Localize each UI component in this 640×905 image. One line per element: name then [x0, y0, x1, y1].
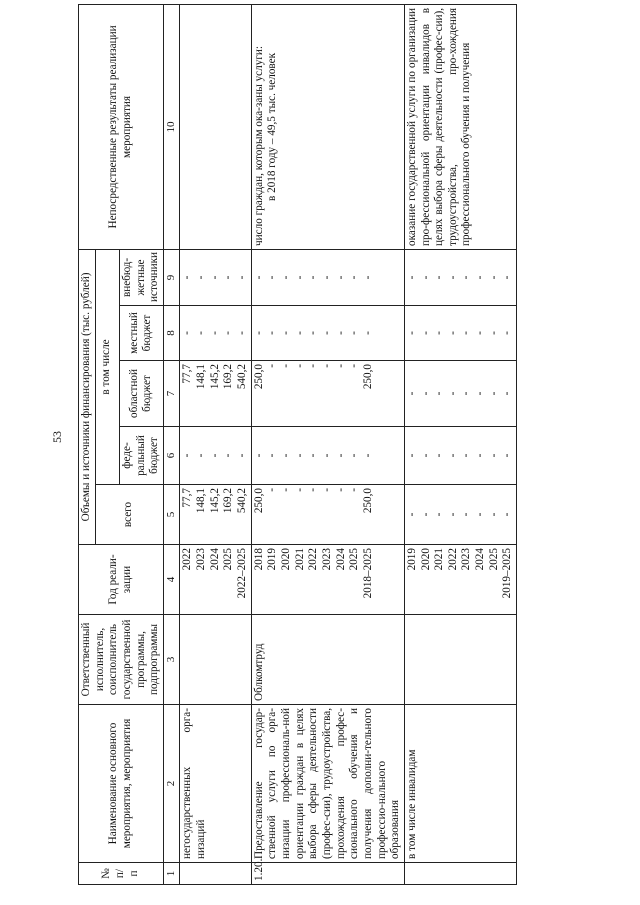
value: - — [487, 453, 500, 458]
value: - — [433, 391, 446, 396]
value: - — [446, 512, 459, 517]
regional-cell — [180, 361, 251, 427]
row-num — [180, 863, 251, 885]
value: - — [361, 275, 374, 280]
value: - — [405, 512, 418, 517]
value: - — [222, 331, 235, 335]
header-year: Год реали-зации — [79, 545, 164, 615]
value: - — [419, 512, 432, 517]
extra-cell — [180, 249, 251, 305]
header-local: местный бюджет — [119, 306, 163, 361]
value: 169,2 — [222, 488, 235, 514]
value: - — [266, 275, 279, 280]
value: - — [405, 275, 418, 280]
value: - — [279, 331, 292, 335]
value: - — [293, 488, 306, 492]
header-in-that: в том числе — [95, 249, 119, 484]
value: - — [348, 453, 361, 458]
value: - — [208, 275, 221, 280]
value: - — [419, 331, 432, 335]
year: 2023 — [195, 548, 207, 571]
value: - — [460, 275, 473, 280]
value: - — [266, 453, 279, 458]
value: - — [446, 275, 459, 280]
years-cell — [404, 545, 516, 615]
value: - — [279, 275, 292, 280]
total-cell — [251, 485, 404, 545]
header-row-1 — [79, 4, 96, 884]
value: - — [266, 331, 279, 335]
year: 2019–2025 — [501, 548, 514, 599]
header-extra: внебюд-жетные источники — [119, 249, 163, 305]
value: - — [293, 331, 306, 335]
year: 2020 — [279, 548, 292, 571]
value: - — [293, 275, 306, 280]
value: - — [405, 453, 418, 458]
value: 540,2 — [235, 488, 248, 514]
value: 145,2 — [208, 364, 221, 390]
value: 540,2 — [235, 364, 248, 390]
value: - — [474, 391, 487, 396]
year: 2021 — [433, 548, 446, 571]
value: - — [235, 275, 248, 280]
federal-cell — [404, 427, 516, 485]
year: 2022–2025 — [235, 548, 248, 599]
table-row-block3 — [404, 4, 516, 884]
federal-cell — [180, 427, 251, 485]
results-cell — [180, 4, 251, 249]
local-cell — [180, 306, 251, 361]
year: 2025 — [222, 548, 235, 571]
value: 250,0 — [252, 364, 265, 390]
years-cell — [180, 545, 251, 615]
value: - — [501, 453, 514, 458]
table-row-block2 — [251, 4, 404, 884]
col-number: 10 — [163, 4, 179, 249]
result-text-2: в 2018 году – 49,5 тыс. человек — [266, 52, 279, 201]
col-number: 8 — [163, 306, 179, 361]
value: - — [307, 331, 320, 335]
value: - — [195, 331, 207, 335]
total-cell — [404, 485, 516, 545]
value: - — [501, 275, 514, 280]
column-numbers-row — [163, 4, 179, 884]
header-finance-group: Объемы и источники финансирования (тыс. рублей) — [79, 249, 96, 544]
value: 250,0 — [361, 488, 374, 514]
value: - — [474, 275, 487, 280]
value: - — [307, 275, 320, 280]
page-number: 53 — [50, 431, 64, 443]
value: - — [252, 453, 265, 458]
year: 2022 — [181, 548, 194, 571]
value: - — [405, 391, 418, 396]
header-federal: феде-ральный бюджет — [119, 427, 163, 485]
value: - — [334, 331, 347, 335]
year: 2018–2025 — [361, 548, 374, 599]
measure-name: Предоставление государ-ственной услуги по орга-низации профессиональ-ной ориентации граждан в целях выбора сферы деятельности (профес-сии), трудоустройства, прохождения профес-сионального обучения и получения дополни-тельного профессио-нального образования — [251, 705, 404, 863]
row-num — [404, 863, 516, 885]
value: - — [279, 364, 292, 368]
federal-cell — [251, 427, 404, 485]
value: - — [419, 453, 432, 458]
value: - — [293, 364, 306, 368]
program-table — [78, 4, 517, 885]
value: - — [222, 275, 235, 280]
header-executor: Ответственный исполнитель, соисполнитель государственной программы, подпрограммы — [79, 615, 164, 705]
header-total: всего — [95, 485, 163, 545]
value: - — [279, 488, 292, 492]
value: - — [252, 331, 265, 335]
value: - — [252, 275, 265, 280]
header-regional: областной бюджет — [119, 361, 163, 427]
results-cell: оказание государственной услуги по организации про-фессиональной ориентации инвалидов в целях выбора сферы деятельности (профес-сии), трудоустройства, про-хождения профессионального обучения и получения — [404, 4, 516, 249]
value: - — [320, 331, 333, 335]
regional-cell — [251, 361, 404, 427]
year: 2019 — [266, 548, 279, 571]
year: 2025 — [348, 548, 361, 571]
value: 148,1 — [195, 364, 207, 390]
col-number: 5 — [163, 485, 179, 545]
regional-cell — [404, 361, 516, 427]
local-cell — [404, 306, 516, 361]
year: 2022 — [446, 548, 459, 571]
value: - — [293, 453, 306, 458]
value: - — [460, 331, 473, 335]
results-cell — [251, 4, 404, 249]
executor — [180, 615, 251, 705]
value: - — [334, 364, 347, 368]
value: - — [235, 453, 248, 458]
value: - — [208, 453, 221, 458]
value: 169,2 — [222, 364, 235, 390]
value: - — [181, 331, 194, 335]
year: 2023 — [320, 548, 333, 571]
value: - — [446, 331, 459, 335]
value: - — [361, 453, 374, 458]
year: 2024 — [208, 548, 221, 571]
value: - — [348, 275, 361, 280]
year: 2019 — [405, 548, 418, 571]
header-name: Наименование основного мероприятия, мероприятия — [79, 705, 164, 863]
value: - — [348, 488, 361, 492]
year: 2023 — [460, 548, 473, 571]
value: - — [266, 364, 279, 368]
value: - — [266, 488, 279, 492]
year: 2018 — [252, 548, 265, 571]
value: - — [487, 391, 500, 396]
executor: Облкомтруд — [251, 615, 404, 705]
executor — [404, 615, 516, 705]
value: - — [446, 453, 459, 458]
value: - — [320, 364, 333, 368]
value: - — [195, 275, 207, 280]
value: - — [307, 453, 320, 458]
years-cell — [251, 545, 404, 615]
row-num: 1.20. — [251, 863, 404, 885]
value: - — [334, 275, 347, 280]
value: - — [334, 453, 347, 458]
value: 250,0 — [361, 364, 374, 390]
value: - — [320, 275, 333, 280]
value: - — [474, 512, 487, 517]
value: 77,7 — [181, 488, 194, 508]
header-num: № п/п — [79, 863, 164, 885]
header-results: Непосредственные результаты реализации мероприятия — [79, 4, 164, 249]
value: - — [320, 453, 333, 458]
value: - — [446, 391, 459, 396]
value: - — [460, 453, 473, 458]
col-number: 9 — [163, 249, 179, 305]
year: 2022 — [307, 548, 320, 571]
year: 2024 — [474, 548, 487, 571]
measure-name: в том числе инвалидам — [404, 705, 516, 863]
value: - — [474, 331, 487, 335]
col-number: 7 — [163, 361, 179, 427]
value: - — [181, 453, 194, 458]
table-row-block1 — [180, 4, 251, 884]
value: - — [501, 512, 514, 517]
value: 148,1 — [195, 488, 207, 514]
value: - — [235, 331, 248, 335]
value: - — [307, 364, 320, 368]
value: - — [320, 488, 333, 492]
value: - — [307, 488, 320, 492]
value: - — [279, 453, 292, 458]
value: 145,2 — [208, 488, 221, 514]
value: - — [487, 331, 500, 335]
local-cell — [251, 306, 404, 361]
value: - — [348, 331, 361, 335]
value: - — [474, 453, 487, 458]
value: - — [433, 275, 446, 280]
value: - — [501, 391, 514, 396]
col-number: 3 — [163, 615, 179, 705]
extra-cell — [404, 249, 516, 305]
value: - — [222, 453, 235, 458]
value: 250,0 — [252, 488, 265, 514]
year: 2020 — [419, 548, 432, 571]
result-text: число граждан, которым ока-заны услуги: — [252, 45, 265, 246]
value: - — [195, 453, 207, 458]
col-number: 1 — [163, 863, 179, 885]
value: - — [181, 275, 194, 280]
value: - — [405, 331, 418, 335]
value: - — [208, 331, 221, 335]
extra-cell — [251, 249, 404, 305]
col-number: 2 — [163, 705, 179, 863]
year: 2024 — [334, 548, 347, 571]
value: - — [487, 512, 500, 517]
value: - — [361, 331, 374, 335]
value: - — [487, 275, 500, 280]
value: - — [460, 391, 473, 396]
col-number: 4 — [163, 545, 179, 615]
value: - — [460, 512, 473, 517]
value: - — [433, 453, 446, 458]
value: - — [419, 275, 432, 280]
year: 2021 — [293, 548, 306, 571]
value: - — [433, 331, 446, 335]
value: - — [334, 488, 347, 492]
year: 2025 — [487, 548, 500, 571]
value: - — [433, 512, 446, 517]
value: - — [501, 331, 514, 335]
value: 77,7 — [181, 364, 194, 384]
value: - — [419, 391, 432, 396]
measure-name: негосударственных орга-низаций — [180, 705, 251, 863]
total-cell — [180, 485, 251, 545]
col-number: 6 — [163, 427, 179, 485]
value: - — [348, 364, 361, 368]
